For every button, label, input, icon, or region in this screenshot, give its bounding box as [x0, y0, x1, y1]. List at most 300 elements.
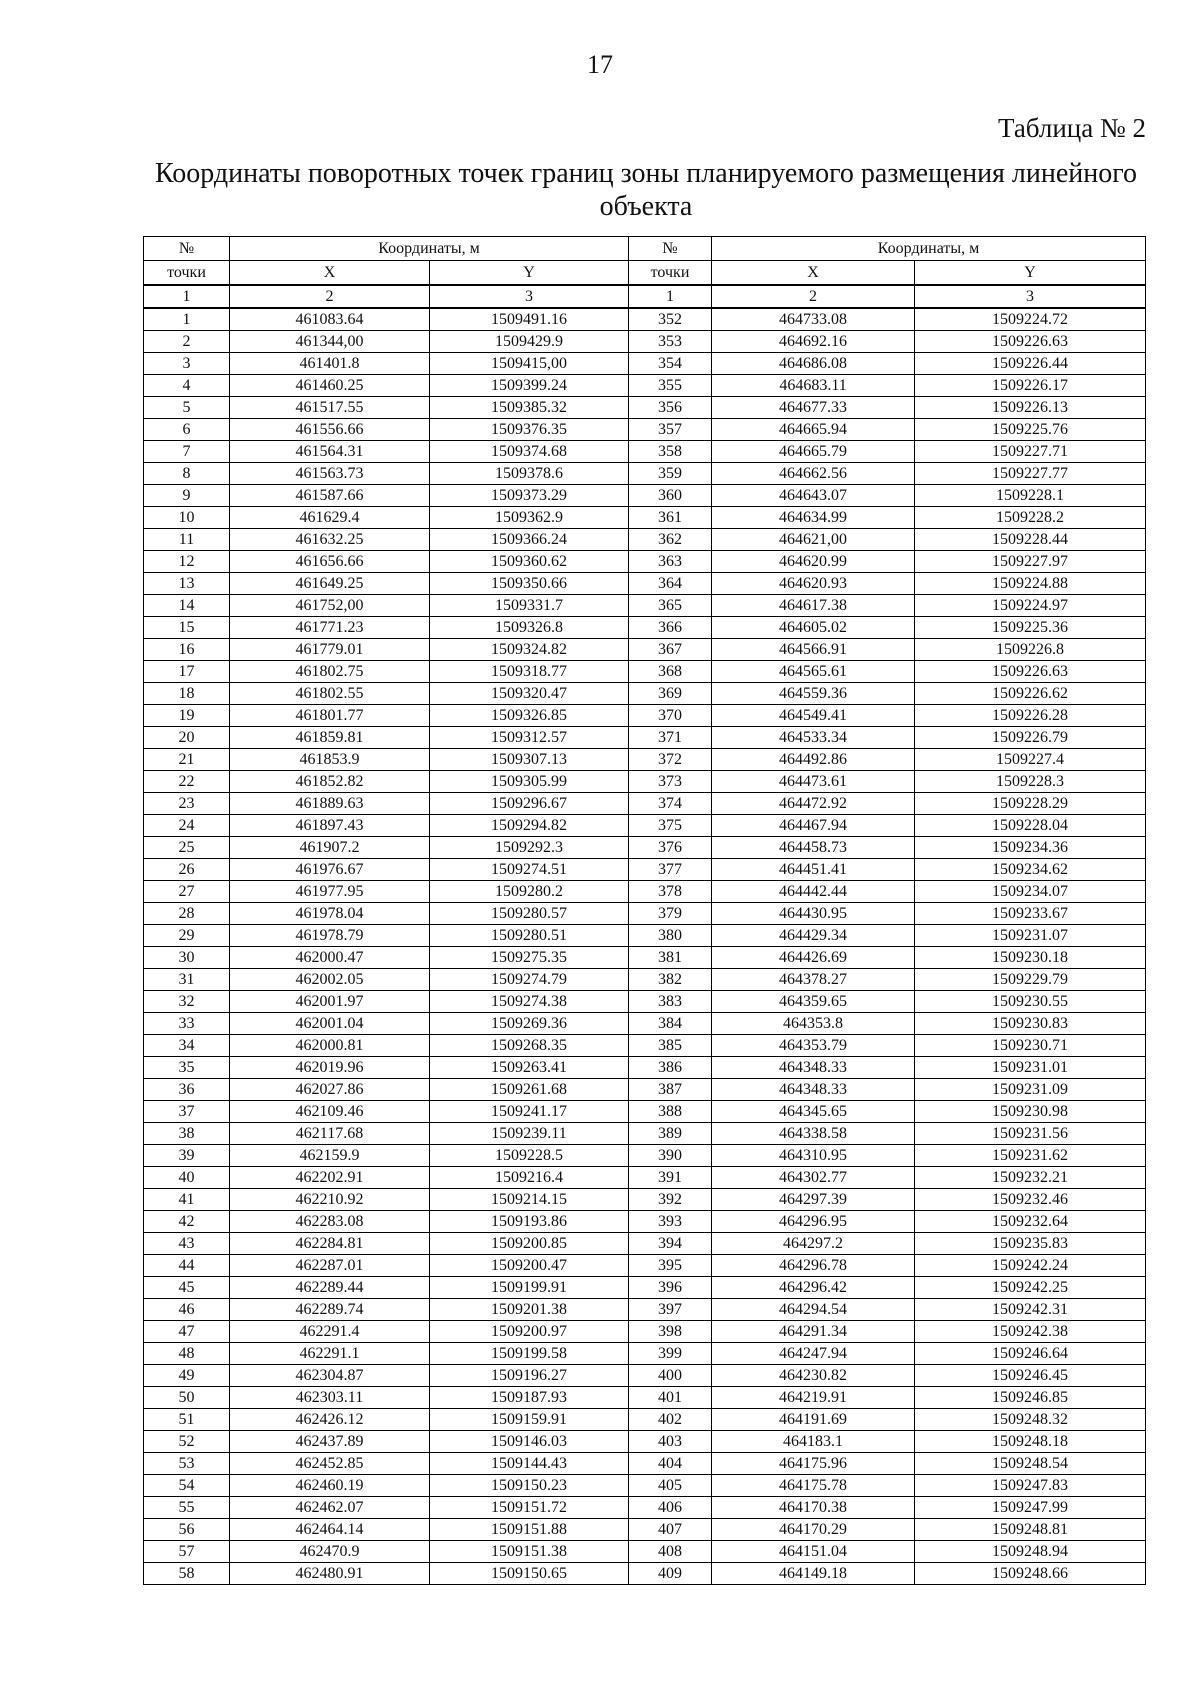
- point-number-cell: 403: [629, 1431, 712, 1453]
- point-number-cell: 37: [144, 1101, 230, 1123]
- table-row: [144, 1541, 1146, 1563]
- coord-x-cell: 464533.34: [712, 727, 915, 749]
- coord-y-cell: 1509200.85: [430, 1233, 629, 1255]
- coord-y-cell: 1509247.83: [915, 1475, 1146, 1497]
- table-row: [144, 1057, 1146, 1079]
- point-number-cell: 378: [629, 881, 712, 903]
- coord-y-cell: 1509228.3: [915, 771, 1146, 793]
- coord-x-cell: 464665.79: [712, 441, 915, 463]
- coord-y-cell: 1509226.62: [915, 683, 1146, 705]
- point-number-cell: 354: [629, 353, 712, 375]
- coord-y-cell: 1509231.62: [915, 1145, 1146, 1167]
- point-number-cell: 361: [629, 507, 712, 529]
- point-number-cell: 25: [144, 837, 230, 859]
- coord-y-cell: 1509230.71: [915, 1035, 1146, 1057]
- table-subheader-row: [144, 261, 1146, 286]
- coord-y-cell: 1509196.27: [430, 1365, 629, 1387]
- coord-x-cell: 464677.33: [712, 397, 915, 419]
- point-number-cell: 389: [629, 1123, 712, 1145]
- coord-y-cell: 1509280.57: [430, 903, 629, 925]
- document-title: Координаты поворотных точек границ зоны планируемого размещения линейного объекта: [154, 158, 1138, 222]
- point-number-cell: 46: [144, 1299, 230, 1321]
- coord-x-cell: 462027.86: [230, 1079, 430, 1101]
- coord-y-cell: 1509227.4: [915, 749, 1146, 771]
- coord-y-cell: 1509224.97: [915, 595, 1146, 617]
- coord-y-cell: 1509305.99: [430, 771, 629, 793]
- table-row: [144, 573, 1146, 595]
- point-number-cell: 47: [144, 1321, 230, 1343]
- table-row: [144, 1365, 1146, 1387]
- coord-x-cell: 462452.85: [230, 1453, 430, 1475]
- coord-y-cell: 1509226.28: [915, 705, 1146, 727]
- coord-y-cell: 1509292.3: [430, 837, 629, 859]
- coord-x-cell: 461978.79: [230, 925, 430, 947]
- table-row: [144, 1277, 1146, 1299]
- point-number-cell: 54: [144, 1475, 230, 1497]
- coord-y-cell: 1509318.77: [430, 661, 629, 683]
- column-number: 3: [915, 285, 1146, 308]
- point-number-cell: 8: [144, 463, 230, 485]
- point-number-cell: 21: [144, 749, 230, 771]
- coord-y-cell: 1509232.64: [915, 1211, 1146, 1233]
- point-number-cell: 9: [144, 485, 230, 507]
- coord-x-cell: 464247.94: [712, 1343, 915, 1365]
- coord-x-cell: 461563.73: [230, 463, 430, 485]
- coord-x-cell: 462283.08: [230, 1211, 430, 1233]
- coord-y-cell: 1509331.7: [430, 595, 629, 617]
- table-row: [144, 1233, 1146, 1255]
- coord-y-cell: 1509224.72: [915, 308, 1146, 331]
- coord-y-cell: 1509225.36: [915, 617, 1146, 639]
- coord-x-cell: 464353.8: [712, 1013, 915, 1035]
- point-number-cell: 38: [144, 1123, 230, 1145]
- coord-y-cell: 1509360.62: [430, 551, 629, 573]
- table-row: [144, 529, 1146, 551]
- coord-x-cell: 462002.05: [230, 969, 430, 991]
- header-x-left: X: [230, 261, 430, 286]
- coord-x-cell: 464733.08: [712, 308, 915, 331]
- table-row: [144, 1343, 1146, 1365]
- table-row: [144, 925, 1146, 947]
- point-number-cell: 57: [144, 1541, 230, 1563]
- point-number-cell: 43: [144, 1233, 230, 1255]
- coord-x-cell: 464296.95: [712, 1211, 915, 1233]
- header-point-label: точки: [144, 261, 230, 286]
- point-number-cell: 41: [144, 1189, 230, 1211]
- point-number-cell: 27: [144, 881, 230, 903]
- table-row: [144, 1475, 1146, 1497]
- coord-x-cell: 462202.91: [230, 1167, 430, 1189]
- coord-x-cell: 461771.23: [230, 617, 430, 639]
- coord-y-cell: 1509235.83: [915, 1233, 1146, 1255]
- table-row: [144, 1519, 1146, 1541]
- point-number-cell: 376: [629, 837, 712, 859]
- table-row: [144, 353, 1146, 375]
- point-number-cell: 365: [629, 595, 712, 617]
- coord-x-cell: 464378.27: [712, 969, 915, 991]
- coord-x-cell: 464219.91: [712, 1387, 915, 1409]
- point-number-cell: 44: [144, 1255, 230, 1277]
- coord-y-cell: 1509228.44: [915, 529, 1146, 551]
- point-number-cell: 4: [144, 375, 230, 397]
- coord-x-cell: 464620.93: [712, 573, 915, 595]
- point-number-cell: 368: [629, 661, 712, 683]
- coord-y-cell: 1509231.56: [915, 1123, 1146, 1145]
- coord-y-cell: 1509247.99: [915, 1497, 1146, 1519]
- coord-y-cell: 1509246.85: [915, 1387, 1146, 1409]
- coord-x-cell: 461978.04: [230, 903, 430, 925]
- table-row: [144, 705, 1146, 727]
- coord-y-cell: 1509274.38: [430, 991, 629, 1013]
- coord-y-cell: 1509326.8: [430, 617, 629, 639]
- point-number-cell: 29: [144, 925, 230, 947]
- point-number-cell: 395: [629, 1255, 712, 1277]
- coord-x-cell: 461632.25: [230, 529, 430, 551]
- coord-y-cell: 1509231.01: [915, 1057, 1146, 1079]
- coord-x-cell: 464175.78: [712, 1475, 915, 1497]
- coord-y-cell: 1509261.68: [430, 1079, 629, 1101]
- coord-y-cell: 1509248.66: [915, 1563, 1146, 1585]
- table-row: [144, 969, 1146, 991]
- coord-y-cell: 1509248.94: [915, 1541, 1146, 1563]
- coord-x-cell: 464692.16: [712, 331, 915, 353]
- coord-y-cell: 1509214.15: [430, 1189, 629, 1211]
- coord-x-cell: 461889.63: [230, 793, 430, 815]
- coord-x-cell: 464458.73: [712, 837, 915, 859]
- table-row: [144, 1409, 1146, 1431]
- table-row: [144, 463, 1146, 485]
- column-number: 1: [629, 285, 712, 308]
- header-y-left: Y: [430, 261, 629, 286]
- coord-x-cell: 464297.2: [712, 1233, 915, 1255]
- coord-y-cell: 1509226.44: [915, 353, 1146, 375]
- coord-x-cell: 464492.86: [712, 749, 915, 771]
- header-x-right: X: [712, 261, 915, 286]
- point-number-cell: 24: [144, 815, 230, 837]
- coord-y-cell: 1509248.81: [915, 1519, 1146, 1541]
- coord-x-cell: 464302.77: [712, 1167, 915, 1189]
- point-number-cell: 388: [629, 1101, 712, 1123]
- coord-y-cell: 1509248.32: [915, 1409, 1146, 1431]
- point-number-cell: 53: [144, 1453, 230, 1475]
- coord-y-cell: 1509150.65: [430, 1563, 629, 1585]
- table-row: [144, 375, 1146, 397]
- coord-x-cell: 464665.94: [712, 419, 915, 441]
- coord-x-cell: 464345.65: [712, 1101, 915, 1123]
- coord-y-cell: 1509275.35: [430, 947, 629, 969]
- coord-y-cell: 1509228.04: [915, 815, 1146, 837]
- point-number-cell: 397: [629, 1299, 712, 1321]
- point-number-cell: 5: [144, 397, 230, 419]
- point-number-cell: 375: [629, 815, 712, 837]
- coord-y-cell: 1509151.72: [430, 1497, 629, 1519]
- coord-x-cell: 461556.66: [230, 419, 430, 441]
- table-row: [144, 551, 1146, 573]
- table-row: [144, 1211, 1146, 1233]
- point-number-cell: 49: [144, 1365, 230, 1387]
- point-number-cell: 380: [629, 925, 712, 947]
- coord-y-cell: 1509274.51: [430, 859, 629, 881]
- point-number-cell: 20: [144, 727, 230, 749]
- coord-y-cell: 1509246.45: [915, 1365, 1146, 1387]
- coord-y-cell: 1509229.79: [915, 969, 1146, 991]
- coord-y-cell: 1509269.36: [430, 1013, 629, 1035]
- table-row: [144, 1321, 1146, 1343]
- point-number-cell: 392: [629, 1189, 712, 1211]
- coord-y-cell: 1509248.54: [915, 1453, 1146, 1475]
- table-row: [144, 1453, 1146, 1475]
- coord-x-cell: 464149.18: [712, 1563, 915, 1585]
- table-row: [144, 947, 1146, 969]
- point-number-cell: 379: [629, 903, 712, 925]
- point-number-cell: 367: [629, 639, 712, 661]
- point-number-cell: 35: [144, 1057, 230, 1079]
- table-row: [144, 881, 1146, 903]
- coord-x-cell: 462210.92: [230, 1189, 430, 1211]
- table-row: [144, 1167, 1146, 1189]
- coord-x-cell: 464310.95: [712, 1145, 915, 1167]
- coord-y-cell: 1509374.68: [430, 441, 629, 463]
- point-number-cell: 396: [629, 1277, 712, 1299]
- point-number-cell: 22: [144, 771, 230, 793]
- table-row: [144, 639, 1146, 661]
- point-number-cell: 6: [144, 419, 230, 441]
- point-number-cell: 39: [144, 1145, 230, 1167]
- coord-x-cell: 464565.61: [712, 661, 915, 683]
- coord-x-cell: 464296.42: [712, 1277, 915, 1299]
- coord-x-cell: 464621,00: [712, 529, 915, 551]
- point-number-cell: 355: [629, 375, 712, 397]
- point-number-cell: 7: [144, 441, 230, 463]
- point-number-cell: 370: [629, 705, 712, 727]
- coord-y-cell: 1509151.38: [430, 1541, 629, 1563]
- coord-y-cell: 1509307.13: [430, 749, 629, 771]
- point-number-cell: 358: [629, 441, 712, 463]
- coord-x-cell: 461656.66: [230, 551, 430, 573]
- coord-y-cell: 1509366.24: [430, 529, 629, 551]
- coord-y-cell: 1509199.91: [430, 1277, 629, 1299]
- coord-y-cell: 1509201.38: [430, 1299, 629, 1321]
- point-number-cell: 406: [629, 1497, 712, 1519]
- point-number-cell: 12: [144, 551, 230, 573]
- table-row: [144, 727, 1146, 749]
- coord-y-cell: 1509151.88: [430, 1519, 629, 1541]
- point-number-cell: 387: [629, 1079, 712, 1101]
- coord-y-cell: 1509373.29: [430, 485, 629, 507]
- coord-x-cell: 464359.65: [712, 991, 915, 1013]
- point-number-cell: 401: [629, 1387, 712, 1409]
- point-number-cell: 390: [629, 1145, 712, 1167]
- point-number-cell: 2: [144, 331, 230, 353]
- table-row: [144, 1189, 1146, 1211]
- table-row: [144, 1123, 1146, 1145]
- coord-y-cell: 1509320.47: [430, 683, 629, 705]
- coord-x-cell: 461629.4: [230, 507, 430, 529]
- coord-x-cell: 464338.58: [712, 1123, 915, 1145]
- coord-y-cell: 1509234.36: [915, 837, 1146, 859]
- coord-x-cell: 464296.78: [712, 1255, 915, 1277]
- point-number-cell: 26: [144, 859, 230, 881]
- coord-y-cell: 1509268.35: [430, 1035, 629, 1057]
- coord-y-cell: 1509326.85: [430, 705, 629, 727]
- coord-y-cell: 1509200.47: [430, 1255, 629, 1277]
- coord-x-cell: 464617.38: [712, 595, 915, 617]
- coord-x-cell: 462460.19: [230, 1475, 430, 1497]
- coord-y-cell: 1509415,00: [430, 353, 629, 375]
- coord-x-cell: 464291.34: [712, 1321, 915, 1343]
- coord-x-cell: 462437.89: [230, 1431, 430, 1453]
- coord-y-cell: 1509239.11: [430, 1123, 629, 1145]
- coord-x-cell: 461401.8: [230, 353, 430, 375]
- point-number-cell: 42: [144, 1211, 230, 1233]
- coord-x-cell: 464429.34: [712, 925, 915, 947]
- coord-x-cell: 464634.99: [712, 507, 915, 529]
- table-row: [144, 419, 1146, 441]
- point-number-cell: 3: [144, 353, 230, 375]
- coord-y-cell: 1509159.91: [430, 1409, 629, 1431]
- column-number: 3: [430, 285, 629, 308]
- coord-y-cell: 1509263.41: [430, 1057, 629, 1079]
- point-number-cell: 385: [629, 1035, 712, 1057]
- table-row: [144, 793, 1146, 815]
- table-row: [144, 771, 1146, 793]
- coord-x-cell: 462291.1: [230, 1343, 430, 1365]
- coord-y-cell: 1509230.55: [915, 991, 1146, 1013]
- header-y-right: Y: [915, 261, 1146, 286]
- coord-x-cell: 464662.56: [712, 463, 915, 485]
- point-number-cell: 363: [629, 551, 712, 573]
- point-number-cell: 402: [629, 1409, 712, 1431]
- coord-x-cell: 464294.54: [712, 1299, 915, 1321]
- coord-y-cell: 1509242.38: [915, 1321, 1146, 1343]
- coord-y-cell: 1509227.77: [915, 463, 1146, 485]
- coord-y-cell: 1509233.67: [915, 903, 1146, 925]
- table-body: [144, 308, 1146, 1585]
- coord-y-cell: 1509234.07: [915, 881, 1146, 903]
- coord-x-cell: 461083.64: [230, 308, 430, 331]
- coord-x-cell: 462304.87: [230, 1365, 430, 1387]
- coord-y-cell: 1509324.82: [430, 639, 629, 661]
- point-number-cell: 40: [144, 1167, 230, 1189]
- point-number-cell: 13: [144, 573, 230, 595]
- point-number-cell: 34: [144, 1035, 230, 1057]
- point-number-cell: 393: [629, 1211, 712, 1233]
- table-row: [144, 441, 1146, 463]
- coord-x-cell: 464605.02: [712, 617, 915, 639]
- point-number-cell: 55: [144, 1497, 230, 1519]
- table-row: [144, 1035, 1146, 1057]
- table-row: [144, 1101, 1146, 1123]
- coord-x-cell: 462464.14: [230, 1519, 430, 1541]
- coord-y-cell: 1509399.24: [430, 375, 629, 397]
- coord-y-cell: 1509376.35: [430, 419, 629, 441]
- coord-x-cell: 462000.81: [230, 1035, 430, 1057]
- coord-y-cell: 1509234.62: [915, 859, 1146, 881]
- coord-x-cell: 462019.96: [230, 1057, 430, 1079]
- coord-x-cell: 461859.81: [230, 727, 430, 749]
- coord-y-cell: 1509242.31: [915, 1299, 1146, 1321]
- point-number-cell: 391: [629, 1167, 712, 1189]
- coord-x-cell: 464353.79: [712, 1035, 915, 1057]
- coord-x-cell: 462289.44: [230, 1277, 430, 1299]
- coord-x-cell: 461801.77: [230, 705, 430, 727]
- table-header-row: [144, 237, 1146, 261]
- coord-y-cell: 1509242.25: [915, 1277, 1146, 1299]
- coord-y-cell: 1509296.67: [430, 793, 629, 815]
- point-number-cell: 384: [629, 1013, 712, 1035]
- table-row: [144, 1431, 1146, 1453]
- table-row: [144, 859, 1146, 881]
- point-number-cell: 32: [144, 991, 230, 1013]
- coord-y-cell: 1509230.98: [915, 1101, 1146, 1123]
- coord-x-cell: 462426.12: [230, 1409, 430, 1431]
- coord-x-cell: 464549.41: [712, 705, 915, 727]
- coord-x-cell: 464683.11: [712, 375, 915, 397]
- coord-y-cell: 1509312.57: [430, 727, 629, 749]
- point-number-cell: 33: [144, 1013, 230, 1035]
- table-row: [144, 661, 1146, 683]
- coord-x-cell: 464686.08: [712, 353, 915, 375]
- coord-x-cell: 461907.2: [230, 837, 430, 859]
- table-row: [144, 1497, 1146, 1519]
- point-number-cell: 399: [629, 1343, 712, 1365]
- coord-x-cell: 461517.55: [230, 397, 430, 419]
- table-row: [144, 507, 1146, 529]
- coord-y-cell: 1509362.9: [430, 507, 629, 529]
- point-number-cell: 28: [144, 903, 230, 925]
- table-row: [144, 815, 1146, 837]
- point-number-cell: 51: [144, 1409, 230, 1431]
- coord-x-cell: 462159.9: [230, 1145, 430, 1167]
- coord-y-cell: 1509200.97: [430, 1321, 629, 1343]
- coord-y-cell: 1509491.16: [430, 308, 629, 331]
- coord-x-cell: 464183.1: [712, 1431, 915, 1453]
- coord-y-cell: 1509294.82: [430, 815, 629, 837]
- coord-y-cell: 1509385.32: [430, 397, 629, 419]
- coord-y-cell: 1509230.18: [915, 947, 1146, 969]
- point-number-cell: 14: [144, 595, 230, 617]
- point-number-cell: 373: [629, 771, 712, 793]
- coord-x-cell: 464426.69: [712, 947, 915, 969]
- table-label: Таблица № 2: [998, 113, 1146, 143]
- table-row: [144, 683, 1146, 705]
- point-number-cell: 394: [629, 1233, 712, 1255]
- table-row: [144, 1299, 1146, 1321]
- coord-y-cell: 1509227.97: [915, 551, 1146, 573]
- coord-x-cell: 464559.36: [712, 683, 915, 705]
- point-number-cell: 356: [629, 397, 712, 419]
- coord-y-cell: 1509226.8: [915, 639, 1146, 661]
- point-number-cell: 405: [629, 1475, 712, 1497]
- coord-y-cell: 1509230.83: [915, 1013, 1146, 1035]
- coordinates-table: [143, 236, 1146, 1585]
- point-number-cell: 383: [629, 991, 712, 1013]
- coord-y-cell: 1509231.09: [915, 1079, 1146, 1101]
- table-row: [144, 1255, 1146, 1277]
- table-row: [144, 1387, 1146, 1409]
- table-row: [144, 903, 1146, 925]
- coord-y-cell: 1509226.13: [915, 397, 1146, 419]
- coord-y-cell: 1509350.66: [430, 573, 629, 595]
- coord-y-cell: 1509225.76: [915, 419, 1146, 441]
- coord-x-cell: 464620.99: [712, 551, 915, 573]
- coord-y-cell: 1509226.17: [915, 375, 1146, 397]
- header-point-no-right: №: [629, 237, 712, 261]
- coord-x-cell: 461852.82: [230, 771, 430, 793]
- coord-x-cell: 464566.91: [712, 639, 915, 661]
- point-number-cell: 353: [629, 331, 712, 353]
- table-row: [144, 1013, 1146, 1035]
